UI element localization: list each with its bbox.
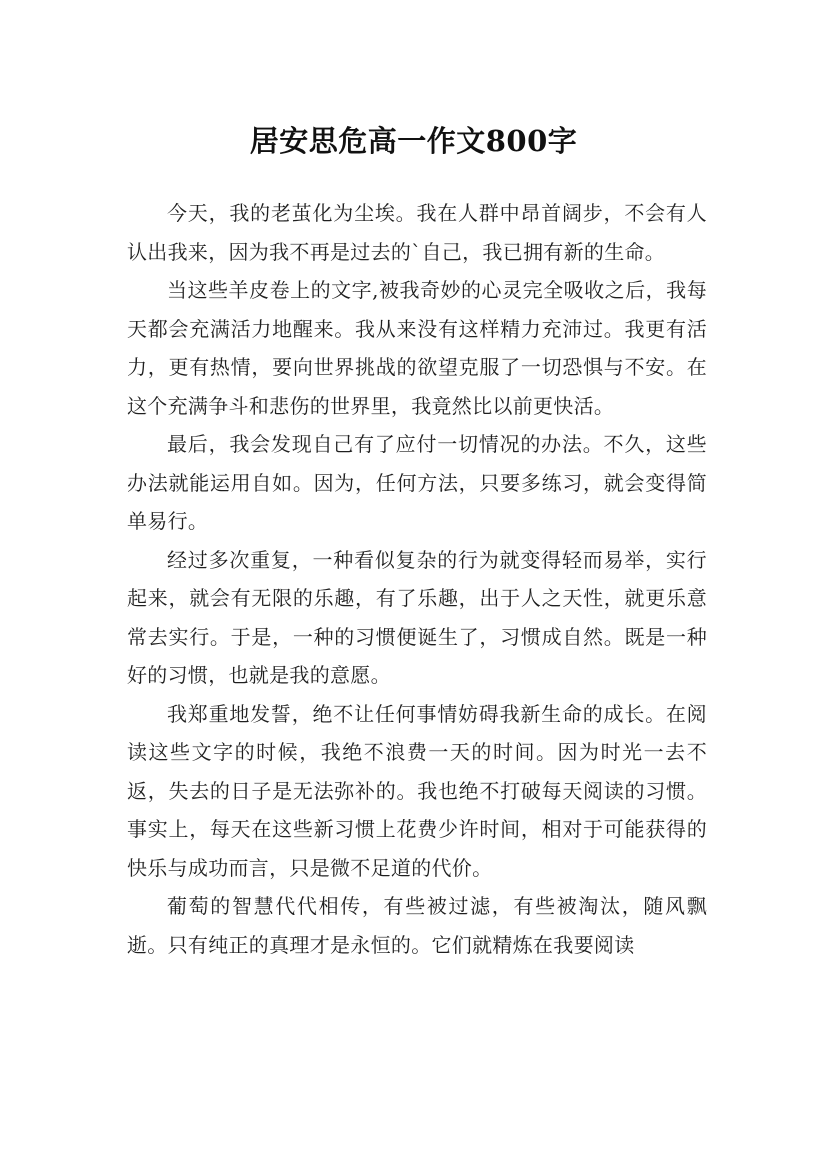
paragraph: 最后，我会发现自己有了应付一切情况的办法。不久，这些办法就能运用自如。因为，任何方法，只要多练习，就会变得简单易行。 — [127, 432, 707, 533]
paragraph: 葡萄的智慧代代相传，有些被过滤，有些被淘汰，随风飘逝。只有纯正的真理才是永恒的。它们就精炼在我要阅读 — [127, 894, 707, 957]
paragraph: 经过多次重复，一种看似复杂的行为就变得轻而易举，实行起来，就会有无限的乐趣，有了乐趣，出于人之天性，就更乐意常去实行。于是，一种的习惯便诞生了，习惯成自然。既是一种好的习惯，也就是我的意愿。 — [127, 547, 707, 687]
paragraph: 今天，我的老茧化为尘埃。我在人群中昂首阔步，不会有人认出我来，因为我不再是过去的`自己，我已拥有新的生命。 — [127, 201, 707, 264]
document-body — [127, 194, 707, 964]
paragraph: 我郑重地发誓，绝不让任何事情妨碍我新生命的成长。在阅读这些文字的时候，我绝不浪费一天的时间。因为时光一去不返，失去的日子是无法弥补的。我也绝不打破每天阅读的习惯。事实上，每天在这些新习惯上花费少许时间，相对于可能获得的快乐与成功而言，只是微不足道的代价。 — [127, 701, 707, 880]
document-title: 居安思危高一作文800字 — [249, 124, 578, 159]
paragraph: 当这些羊皮卷上的文字,被我奇妙的心灵完全吸收之后，我每天都会充满活力地醒来。我从来没有这样精力充沛过。我更有活力，更有热情，要向世界挑战的欲望克服了一切恐惧与不安。在这个充满争斗和悲伤的世界里，我竟然比以前更快活。 — [127, 278, 707, 418]
